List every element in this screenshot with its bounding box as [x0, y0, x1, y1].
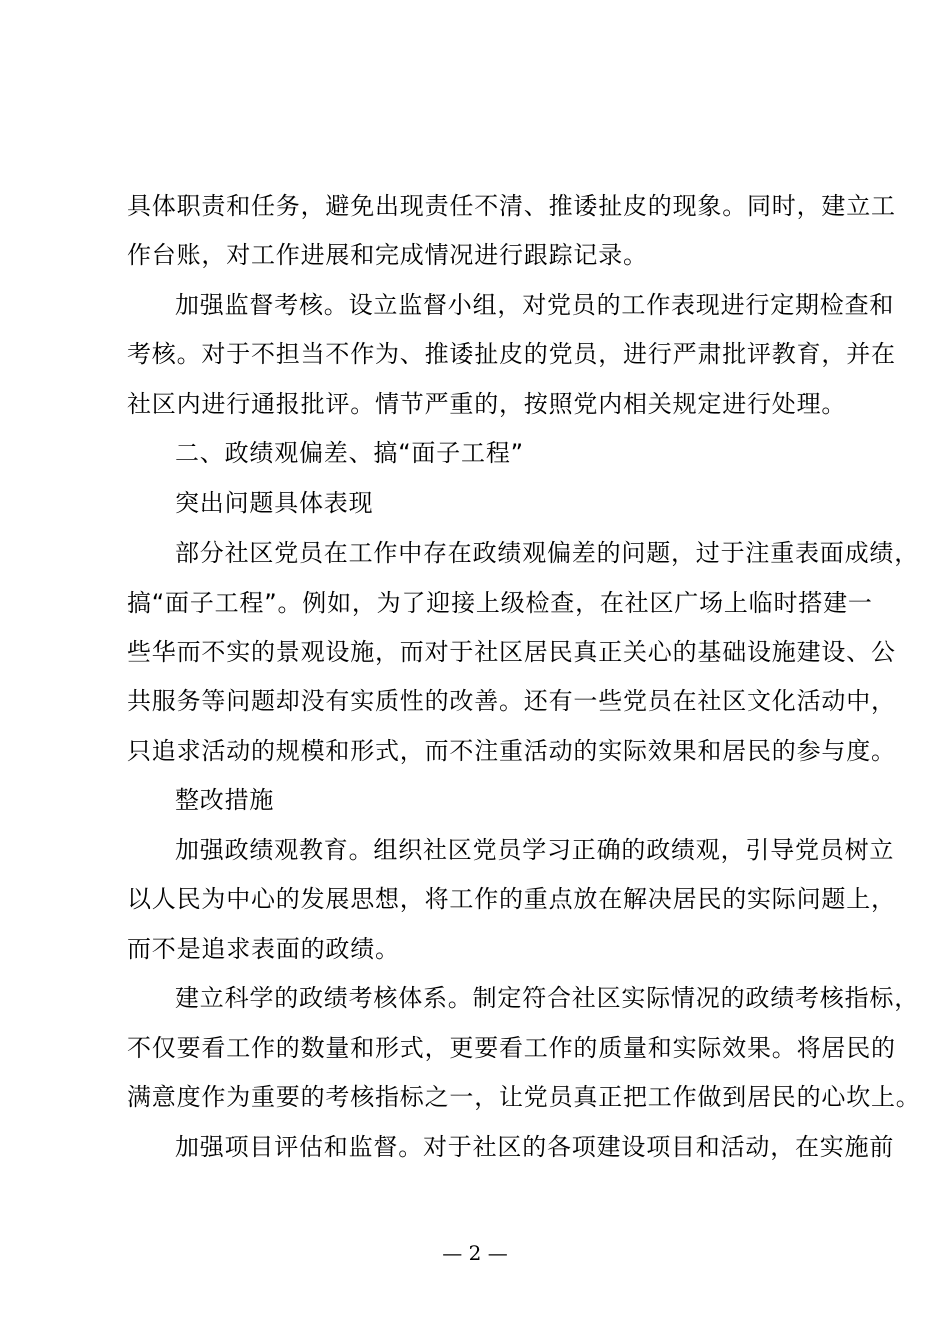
body-text-line: 以人民为中心的发展思想，将工作的重点放在解决居民的实际问题上， — [127, 885, 896, 913]
body-text-line: 社区内进行通报批评。情节严重的，按照党内相关规定进行处理。 — [127, 390, 847, 418]
body-text-line: 加强监督考核。设立监督小组，对党员的工作表现进行定期检查和 — [175, 291, 895, 319]
body-text-line: 考核。对于不担当不作为、推诿扯皮的党员，进行严肃批评教育，并在 — [127, 340, 896, 368]
body-text-line: 加强项目评估和监督。对于社区的各项建设项目和活动，在实施前 — [175, 1133, 895, 1161]
page-number: — 2 — — [442, 1241, 508, 1265]
body-text-line: 建立科学的政绩考核体系。制定符合社区实际情况的政绩考核指标， — [175, 984, 919, 1012]
section-heading: 二、政绩观偏差、搞“面子工程” — [175, 439, 524, 467]
body-text-line: 加强政绩观教育。组织社区党员学习正确的政绩观，引导党员树立 — [175, 836, 895, 864]
body-text-line: 只追求活动的规模和形式，而不注重活动的实际效果和居民的参与度。 — [127, 737, 896, 765]
body-text-line: 些华而不实的景观设施，而对于社区居民真正关心的基础设施建设、公 — [127, 638, 896, 666]
body-text-line: 满意度作为重要的考核指标之一，让党员真正把工作做到居民的心坎上。 — [127, 1083, 921, 1111]
body-text-line: 共服务等问题却没有实质性的改善。还有一些党员在社区文化活动中， — [127, 687, 896, 715]
body-text-line: 作台账，对工作进展和完成情况进行跟踪记录。 — [127, 241, 648, 269]
subsection-heading: 突出问题具体表现 — [175, 489, 374, 517]
subsection-heading: 整改措施 — [175, 786, 275, 814]
body-text-line: 搞“面子工程”。例如，为了迎接上级检查，在社区广场上临时搭建一 — [127, 589, 873, 617]
body-text-line: 不仅要看工作的数量和形式，更要看工作的质量和实际效果。将居民的 — [127, 1034, 896, 1062]
body-text-line: 部分社区党员在工作中存在政绩观偏差的问题，过于注重表面成绩， — [175, 539, 919, 567]
body-text-line: 具体职责和任务，避免出现责任不清、推诿扯皮的现象。同时，建立工 — [127, 192, 896, 220]
body-text-line: 而不是追求表面的政绩。 — [127, 935, 400, 963]
